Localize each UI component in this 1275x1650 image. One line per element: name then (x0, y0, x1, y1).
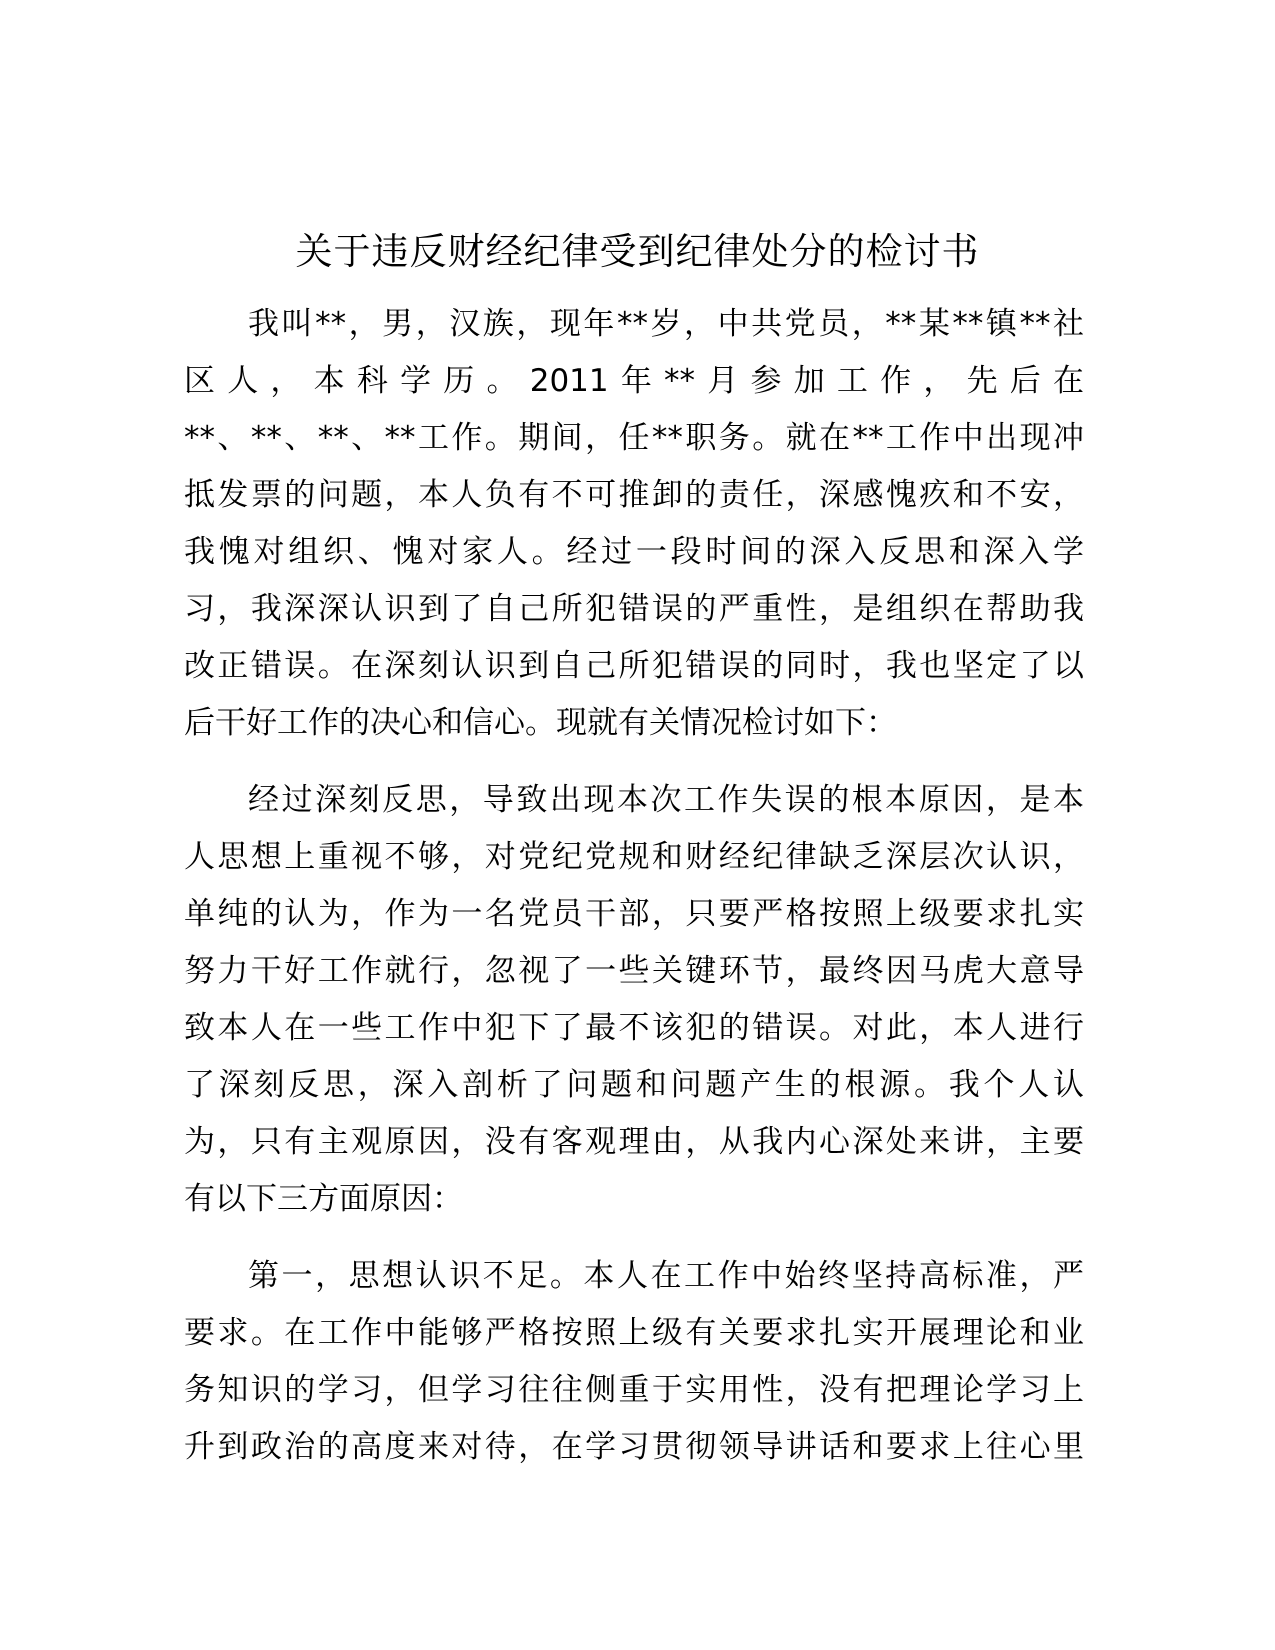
paragraph-line: 致本人在一些工作中犯下了最不该犯的错误。对此，本人进行 (184, 1010, 1084, 1046)
paragraph-line: 习，我深深认识到了自己所犯错误的严重性，是组织在帮助我 (184, 591, 1084, 627)
paragraph-line: 后干好工作的决心和信心。现就有关情况检讨如下： (184, 705, 897, 741)
paragraph-line: 抵发票的问题，本人负有不可推卸的责任，深感愧疚和不安， (184, 477, 1084, 513)
paragraph-root-cause (184, 772, 1084, 1228)
paragraph-line: 经过深刻反思，导致出现本次工作失误的根本原因，是本 (248, 782, 1084, 818)
paragraph-line: 升到政治的高度来对待，在学习贯彻领导讲话和要求上往心里 (184, 1429, 1084, 1465)
document-title: 关于违反财经纪律受到纪律处分的检讨书 (295, 230, 980, 273)
paragraph-line: 区人，本科学历。2011年**月参加工作，先后在 (184, 363, 1084, 399)
paragraph-line: 第一，思想认识不足。本人在工作中始终坚持高标准，严 (248, 1258, 1084, 1294)
paragraph-line: 要求。在工作中能够严格按照上级有关要求扎实开展理论和业 (184, 1315, 1084, 1351)
paragraph-line: 我愧对组织、愧对家人。经过一段时间的深入反思和深入学 (184, 534, 1084, 570)
paragraph-line: **、**、**、**工作。期间，任**职务。就在**工作中出现冲 (184, 420, 1084, 456)
paragraph-line: 了深刻反思，深入剖析了问题和问题产生的根源。我个人认 (184, 1067, 1084, 1103)
paragraph-line: 有以下三方面原因： (184, 1181, 463, 1217)
paragraph-line: 务知识的学习，但学习往往侧重于实用性，没有把理论学习上 (184, 1372, 1084, 1408)
paragraph-line: 为，只有主观原因，没有客观理由，从我内心深处来讲，主要 (184, 1124, 1084, 1160)
paragraph-line: 改正错误。在深刻认识到自己所犯错误的同时，我也坚定了以 (184, 648, 1084, 684)
paragraph-line: 单纯的认为，作为一名党员干部，只要严格按照上级要求扎实 (184, 896, 1084, 932)
paragraph-line: 人思想上重视不够，对党纪党规和财经纪律缺乏深层次认识， (184, 839, 1084, 875)
paragraph-first-reason (184, 1248, 1084, 1476)
paragraph-line: 努力干好工作就行，忽视了一些关键环节，最终因马虎大意导 (184, 953, 1084, 989)
paragraph-line: 我叫**，男，汉族，现年**岁，中共党员，**某**镇**社 (248, 306, 1084, 342)
document-body (184, 296, 1084, 1496)
paragraph-introduction (184, 296, 1084, 752)
